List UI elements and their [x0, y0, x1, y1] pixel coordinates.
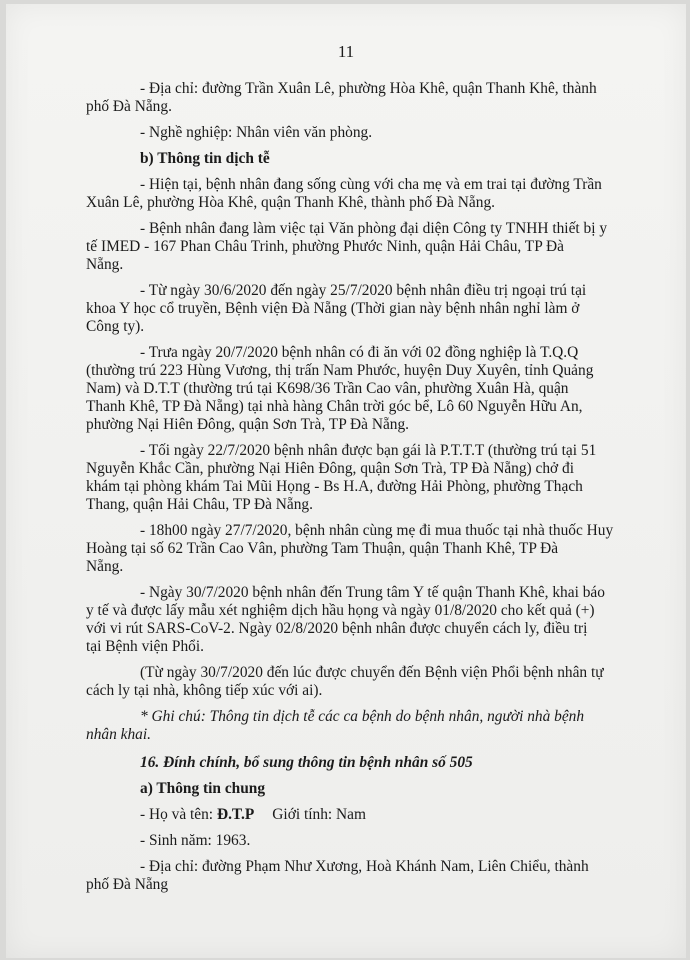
paragraph-line: - Bệnh nhân đang làm việc tại Văn phòng đại diện Công ty TNHH thiết bị y: [140, 220, 608, 237]
address-line-1: - Địa chỉ: đường Trần Xuân Lê, phường Hòa Khê, quận Thanh Khê, thành: [140, 80, 597, 97]
name-gender-line: [140, 806, 366, 824]
paragraph-line: Xuân Lê, phường Hòa Khê, quận Thanh Khê, thành phố Đà Nẵng.: [86, 194, 495, 211]
birth-year-line: - Sinh năm: 1963.: [140, 832, 251, 849]
paragraph-line: - 18h00 ngày 27/7/2020, bệnh nhân cùng mẹ đi mua thuốc tại nhà thuốc Huy: [140, 522, 614, 539]
section-heading-epidemiology: b) Thông tin dịch tễ: [140, 150, 270, 167]
occupation-line: - Nghề nghiệp: Nhân viên văn phòng.: [140, 124, 373, 141]
correction-address-line-1: - Địa chỉ: đường Phạm Như Xương, Hoà Khánh Nam, Liên Chiểu, thành: [140, 858, 589, 875]
gender-text: Giới tính: Nam: [272, 806, 366, 823]
paragraph-line: (thường trú 223 Hùng Vương, thị trấn Nam Phước, huyện Duy Xuyên, tỉnh Quảng: [86, 362, 594, 379]
paragraph-line: Hoàng tại số 62 Trần Cao Vân, phường Tam Thuận, quận Thanh Khê, TP Đà: [86, 540, 559, 557]
isolation-note-line: cách ly tại nhà, không tiếp xúc với ai).: [86, 682, 323, 699]
name-value: Đ.T.P: [216, 806, 255, 823]
paragraph-line: - Tối ngày 22/7/2020 bệnh nhân được bạn gái là P.T.T.T (thường trú tại 51: [140, 442, 597, 459]
document-page: [6, 4, 686, 958]
paragraph-line: Thang, quận Hải Châu, TP Đà Nẵng.: [86, 496, 313, 513]
paragraph-line: phường Nại Hiên Đông, quận Sơn Trà, TP Đà Nẵng.: [86, 416, 410, 433]
paragraph-line: Nẵng.: [86, 558, 124, 575]
paragraph-line: - Trưa ngày 20/7/2020 bệnh nhân có đi ăn với 02 đồng nghiệp là T.Q.Q: [140, 344, 579, 361]
paragraph-line: Nam) và D.T.T (thường trú tại K698/36 Trần Cao vân, phường Xuân Hà, quận: [86, 380, 569, 397]
address-line-2: phố Đà Nẵng.: [86, 98, 172, 115]
footnote-line: nhân khai.: [86, 726, 151, 743]
footnote-line: * Ghi chú: Thông tin dịch tễ các ca bệnh do bệnh nhân, người nhà bệnh: [140, 708, 585, 725]
paragraph-line: Nguyễn Khắc Cần, phường Nại Hiên Đông, quận Sơn Trà, TP Đà Nẵng) chở đi: [86, 460, 575, 477]
paragraph-line: y tế và được lấy mẫu xét nghiệm dịch hầu họng và ngày 01/8/2020 cho kết quả (+): [86, 602, 595, 619]
paragraph-line: - Hiện tại, bệnh nhân đang sống cùng với cha mẹ và em trai tại đường Trần: [140, 176, 602, 193]
paragraph-line: với vi rút SARS-CoV-2. Ngày 02/8/2020 bệnh nhân được chuyển cách ly, điều trị: [86, 620, 588, 637]
isolation-note-line: (Từ ngày 30/7/2020 đến lúc được chuyển đến Bệnh viện Phổi bệnh nhân tự: [140, 664, 604, 681]
paragraph-line: - Ngày 30/7/2020 bệnh nhân đến Trung tâm Y tế quận Thanh Khê, khai báo: [140, 584, 605, 601]
section-heading-correction: 16. Đính chính, bổ sung thông tin bệnh nhân số 505: [140, 754, 473, 771]
subsection-heading-general: a) Thông tin chung: [140, 780, 266, 797]
paragraph-line: Thanh Khê, TP Đà Nẵng) tại nhà hàng Chân trời góc bể, Lô 60 Nguyễn Hữu An,: [86, 398, 583, 415]
correction-address-line-2: phố Đà Nẵng: [86, 876, 169, 893]
paragraph-line: tại Bệnh viện Phổi.: [86, 638, 204, 655]
paragraph-line: khoa Y học cổ truyền, Bệnh viện Đà Nẵng (Thời gian này bệnh nhân nghỉ làm ở: [86, 300, 580, 317]
paragraph-line: - Từ ngày 30/6/2020 đến ngày 25/7/2020 bệnh nhân điều trị ngoại trú tại: [140, 282, 587, 299]
paragraph-line: khám tại phòng khám Tai Mũi Họng - Bs H.A, đường Hải Phòng, phường Thạch: [86, 478, 583, 495]
page-number: 11: [337, 42, 355, 61]
paragraph-line: Nẵng.: [86, 256, 124, 273]
paragraph-line: Công ty).: [86, 318, 145, 335]
name-label: - Họ và tên:: [140, 806, 214, 823]
paragraph-line: tế IMED - 167 Phan Châu Trinh, phường Phước Ninh, quận Hải Châu, TP Đà: [86, 238, 564, 255]
